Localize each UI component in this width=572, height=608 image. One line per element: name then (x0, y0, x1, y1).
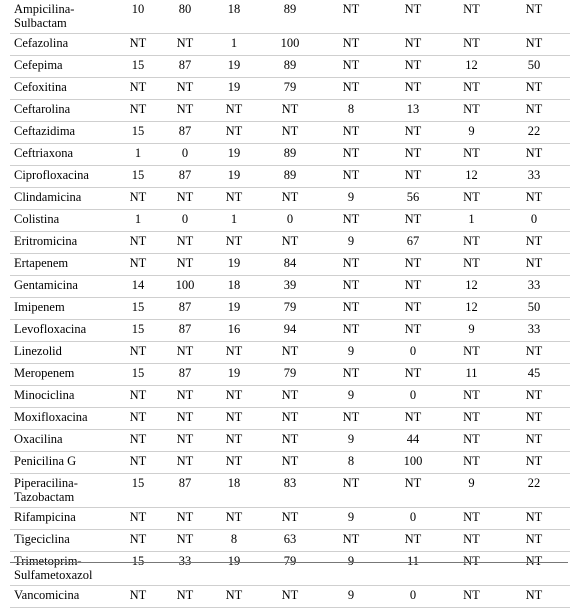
value-cell: NT (463, 344, 480, 358)
value-cell: NT (225, 344, 243, 358)
value-cell: 15 (131, 322, 145, 336)
value-cell: 9 (347, 234, 355, 248)
value-cell: NT (281, 234, 299, 248)
value-cell: 63 (283, 532, 297, 546)
value-cell: NT (404, 278, 422, 292)
value-cell: NT (176, 410, 194, 424)
table-row (10, 276, 570, 298)
value-cell: NT (342, 476, 360, 490)
value-cell: 19 (227, 168, 241, 182)
value-cell: NT (225, 102, 243, 116)
value-cell: NT (342, 366, 360, 380)
value-cell: 22 (527, 476, 541, 490)
drug-name-cell: Gentamicina (14, 278, 78, 292)
table-row (10, 530, 570, 552)
value-cell: 89 (283, 168, 297, 182)
value-cell: NT (404, 80, 422, 94)
value-cell: NT (281, 344, 299, 358)
value-cell: NT (176, 454, 194, 468)
drug-name-cell: Penicilina G (14, 454, 77, 468)
value-cell: NT (176, 510, 194, 524)
value-cell: 87 (178, 58, 192, 72)
value-cell: NT (281, 124, 299, 138)
value-cell: NT (281, 190, 299, 204)
value-cell: 15 (131, 366, 145, 380)
value-cell: NT (404, 366, 422, 380)
value-cell: 0 (530, 212, 538, 226)
value-cell: 87 (178, 366, 192, 380)
value-cell: NT (129, 588, 147, 602)
value-cell: 0 (409, 588, 417, 602)
value-cell: NT (463, 554, 480, 568)
value-cell: 83 (283, 476, 297, 490)
value-cell: 79 (283, 80, 297, 94)
value-cell: 10 (131, 2, 145, 16)
value-cell: NT (176, 234, 194, 248)
value-cell: NT (342, 168, 360, 182)
table-row (10, 166, 570, 188)
value-cell: 1 (134, 212, 142, 226)
value-cell: 0 (286, 212, 294, 226)
value-cell: NT (463, 454, 480, 468)
value-cell: 9 (347, 588, 355, 602)
value-cell: NT (225, 432, 243, 446)
value-cell: 100 (403, 454, 423, 468)
value-cell: 15 (131, 124, 145, 138)
value-cell: NT (176, 36, 194, 50)
value-cell: NT (342, 124, 360, 138)
value-cell: NT (463, 432, 480, 446)
drug-name-cell: Cefepima (14, 58, 63, 72)
value-cell: 56 (406, 190, 420, 204)
value-cell: NT (129, 36, 147, 50)
drug-name-cell: Tigeciclina (14, 532, 70, 546)
value-cell: 18 (227, 278, 241, 292)
value-cell: 12 (465, 300, 478, 314)
table-row (10, 552, 570, 586)
value-cell: NT (463, 102, 480, 116)
value-cell: NT (525, 454, 543, 468)
drug-name-cell: Cefoxitina (14, 80, 67, 94)
value-cell: 18 (227, 2, 241, 16)
value-cell: NT (129, 532, 147, 546)
value-cell: 9 (347, 388, 355, 402)
value-cell: NT (225, 454, 243, 468)
table-row (10, 474, 570, 508)
value-cell: NT (404, 36, 422, 50)
value-cell: 15 (131, 168, 145, 182)
value-cell: NT (129, 190, 147, 204)
value-cell: NT (463, 2, 480, 16)
value-cell: 87 (178, 300, 192, 314)
value-cell: 15 (131, 476, 145, 490)
value-cell: 9 (347, 554, 355, 568)
value-cell: NT (129, 510, 147, 524)
value-cell: NT (281, 432, 299, 446)
value-cell: 80 (178, 2, 192, 16)
value-cell: 84 (283, 256, 297, 270)
table-row (10, 34, 570, 56)
value-cell: NT (225, 510, 243, 524)
value-cell: 50 (527, 300, 541, 314)
value-cell: 11 (465, 366, 478, 380)
value-cell: NT (404, 212, 422, 226)
value-cell: 0 (409, 388, 417, 402)
value-cell: NT (463, 146, 480, 160)
value-cell: NT (525, 234, 543, 248)
table-row (10, 386, 570, 408)
value-cell: NT (404, 2, 422, 16)
drug-name-cell: Linezolid (14, 344, 62, 358)
value-cell: 33 (527, 168, 541, 182)
table-row (10, 100, 570, 122)
drug-name-cell: Clindamicina (14, 190, 82, 204)
value-cell: NT (342, 256, 360, 270)
value-cell: NT (342, 300, 360, 314)
value-cell: NT (404, 476, 422, 490)
value-cell: 45 (527, 366, 541, 380)
value-cell: NT (176, 588, 194, 602)
table-row (10, 0, 570, 34)
drug-name-cell: Piperacilina- Tazobactam (14, 476, 78, 504)
value-cell: NT (129, 432, 147, 446)
value-cell: 100 (280, 36, 300, 50)
value-cell: NT (525, 410, 543, 424)
value-cell: NT (342, 410, 360, 424)
value-cell: 9 (468, 476, 475, 490)
value-cell: NT (525, 102, 543, 116)
drug-name-cell: Ceftarolina (14, 102, 71, 116)
drug-name-cell: Eritromicina (14, 234, 78, 248)
value-cell: NT (129, 454, 147, 468)
value-cell: NT (225, 124, 243, 138)
drug-name-cell: Imipenem (14, 300, 65, 314)
value-cell: NT (281, 410, 299, 424)
value-cell: 13 (406, 102, 420, 116)
drug-name-cell: Ceftazidima (14, 124, 76, 138)
drug-name-cell: Moxifloxacina (14, 410, 88, 424)
value-cell: 11 (406, 554, 420, 568)
value-cell: NT (342, 80, 360, 94)
value-cell: NT (525, 510, 543, 524)
value-cell: 19 (227, 58, 241, 72)
value-cell: 33 (527, 322, 541, 336)
value-cell: 1 (230, 212, 238, 226)
value-cell: NT (463, 256, 480, 270)
value-cell: NT (225, 410, 243, 424)
value-cell: 9 (468, 124, 475, 138)
value-cell: 12 (465, 278, 478, 292)
value-cell: NT (176, 432, 194, 446)
value-cell: 100 (175, 278, 195, 292)
value-cell: NT (342, 212, 360, 226)
value-cell: NT (525, 80, 543, 94)
value-cell: 9 (468, 322, 475, 336)
value-cell: 19 (227, 256, 241, 270)
table-row (10, 232, 570, 254)
value-cell: 15 (131, 554, 145, 568)
value-cell: 8 (347, 454, 355, 468)
value-cell: 87 (178, 476, 192, 490)
value-cell: 94 (283, 322, 297, 336)
value-cell: 9 (347, 510, 355, 524)
value-cell: NT (404, 124, 422, 138)
value-cell: 9 (347, 432, 355, 446)
value-cell: 14 (131, 278, 145, 292)
value-cell: NT (525, 36, 543, 50)
table-row (10, 78, 570, 100)
table-row (10, 210, 570, 232)
table-body (10, 0, 570, 608)
drug-name-cell: Colistina (14, 212, 60, 226)
value-cell: 1 (134, 146, 142, 160)
value-cell: NT (281, 588, 299, 602)
table-row (10, 144, 570, 166)
value-cell: NT (463, 532, 480, 546)
value-cell: NT (404, 256, 422, 270)
table-row (10, 188, 570, 210)
value-cell: NT (404, 146, 422, 160)
value-cell: 33 (527, 278, 541, 292)
value-cell: NT (129, 344, 147, 358)
value-cell: 22 (527, 124, 541, 138)
value-cell: NT (129, 102, 147, 116)
value-cell: 8 (347, 102, 355, 116)
drug-name-cell: Rifampicina (14, 510, 76, 524)
value-cell: NT (129, 388, 147, 402)
value-cell: NT (525, 344, 543, 358)
value-cell: 9 (347, 344, 355, 358)
value-cell: NT (463, 80, 480, 94)
value-cell: NT (342, 36, 360, 50)
value-cell: NT (281, 510, 299, 524)
table-row (10, 320, 570, 342)
value-cell: 0 (181, 212, 189, 226)
value-cell: 15 (131, 300, 145, 314)
value-cell: NT (176, 344, 194, 358)
value-cell: NT (525, 146, 543, 160)
value-cell: 0 (409, 344, 417, 358)
drug-name-cell: Ceftriaxona (14, 146, 74, 160)
table-row (10, 56, 570, 78)
value-cell: NT (129, 234, 147, 248)
value-cell: 19 (227, 146, 241, 160)
value-cell: NT (525, 588, 543, 602)
value-cell: NT (404, 168, 422, 182)
value-cell: 79 (283, 554, 297, 568)
value-cell: NT (225, 588, 243, 602)
value-cell: 0 (409, 510, 417, 524)
value-cell: NT (463, 190, 480, 204)
value-cell: NT (342, 322, 360, 336)
value-cell: 89 (283, 2, 297, 16)
table-bottom-rule (10, 562, 568, 563)
value-cell: 87 (178, 124, 192, 138)
value-cell: NT (342, 58, 360, 72)
drug-name-cell: Cefazolina (14, 36, 69, 50)
value-cell: 79 (283, 300, 297, 314)
table-row (10, 452, 570, 474)
drug-name-cell: Ampicilina- Sulbactam (14, 2, 75, 30)
table-row (10, 364, 570, 386)
value-cell: 79 (283, 366, 297, 380)
value-cell: 33 (178, 554, 192, 568)
table-row (10, 298, 570, 320)
value-cell: 1 (468, 212, 475, 226)
value-cell: NT (404, 58, 422, 72)
value-cell: 87 (178, 322, 192, 336)
drug-name-cell: Meropenem (14, 366, 75, 380)
value-cell: NT (129, 80, 147, 94)
value-cell: NT (176, 80, 194, 94)
value-cell: NT (404, 300, 422, 314)
drug-name-cell: Minociclina (14, 388, 75, 402)
value-cell: NT (404, 532, 422, 546)
value-cell: NT (404, 410, 422, 424)
value-cell: NT (525, 2, 543, 16)
value-cell: NT (342, 278, 360, 292)
value-cell: 15 (131, 58, 145, 72)
table-row (10, 508, 570, 530)
value-cell: 0 (181, 146, 189, 160)
value-cell: NT (176, 256, 194, 270)
value-cell: NT (404, 322, 422, 336)
value-cell: 19 (227, 366, 241, 380)
value-cell: NT (342, 2, 360, 16)
value-cell: 50 (527, 58, 541, 72)
value-cell: NT (463, 388, 480, 402)
value-cell: NT (225, 190, 243, 204)
table-row (10, 342, 570, 364)
value-cell: 89 (283, 146, 297, 160)
value-cell: NT (176, 532, 194, 546)
value-cell: 9 (347, 190, 355, 204)
value-cell: NT (525, 432, 543, 446)
drug-name-cell: Vancomicina (14, 588, 80, 602)
table-row (10, 408, 570, 430)
value-cell: 87 (178, 168, 192, 182)
value-cell: NT (342, 532, 360, 546)
value-cell: NT (176, 102, 194, 116)
drug-name-cell: Oxacilina (14, 432, 63, 446)
value-cell: 18 (227, 476, 241, 490)
value-cell: 19 (227, 80, 241, 94)
value-cell: 1 (230, 36, 238, 50)
table-row (10, 122, 570, 144)
value-cell: 89 (283, 58, 297, 72)
table-row (10, 254, 570, 276)
value-cell: 39 (283, 278, 297, 292)
value-cell: 8 (230, 532, 238, 546)
table-row (10, 430, 570, 452)
value-cell: NT (463, 36, 480, 50)
value-cell: NT (129, 410, 147, 424)
drug-name-cell: Levofloxacina (14, 322, 87, 336)
value-cell: NT (281, 388, 299, 402)
value-cell: NT (176, 388, 194, 402)
value-cell: NT (281, 454, 299, 468)
value-cell: 19 (227, 554, 241, 568)
value-cell: NT (525, 554, 543, 568)
value-cell: 44 (406, 432, 420, 446)
value-cell: NT (525, 256, 543, 270)
value-cell: NT (342, 146, 360, 160)
value-cell: 16 (227, 322, 241, 336)
value-cell: NT (225, 388, 243, 402)
value-cell: NT (525, 190, 543, 204)
drug-name-cell: Ertapenem (14, 256, 69, 270)
value-cell: NT (463, 234, 480, 248)
value-cell: NT (225, 234, 243, 248)
value-cell: 67 (406, 234, 420, 248)
drug-name-cell: Trimetoprim- Sulfametoxazol (14, 554, 93, 582)
value-cell: 19 (227, 300, 241, 314)
value-cell: NT (463, 588, 480, 602)
value-cell: NT (463, 510, 480, 524)
value-cell: NT (129, 256, 147, 270)
value-cell: NT (525, 532, 543, 546)
drug-name-cell: Ciprofloxacina (14, 168, 89, 182)
table-row (10, 586, 570, 608)
value-cell: NT (281, 102, 299, 116)
susceptibility-table (10, 0, 570, 608)
value-cell: 12 (465, 58, 478, 72)
value-cell: NT (176, 190, 194, 204)
value-cell: NT (463, 410, 480, 424)
value-cell: 12 (465, 168, 478, 182)
value-cell: NT (525, 388, 543, 402)
